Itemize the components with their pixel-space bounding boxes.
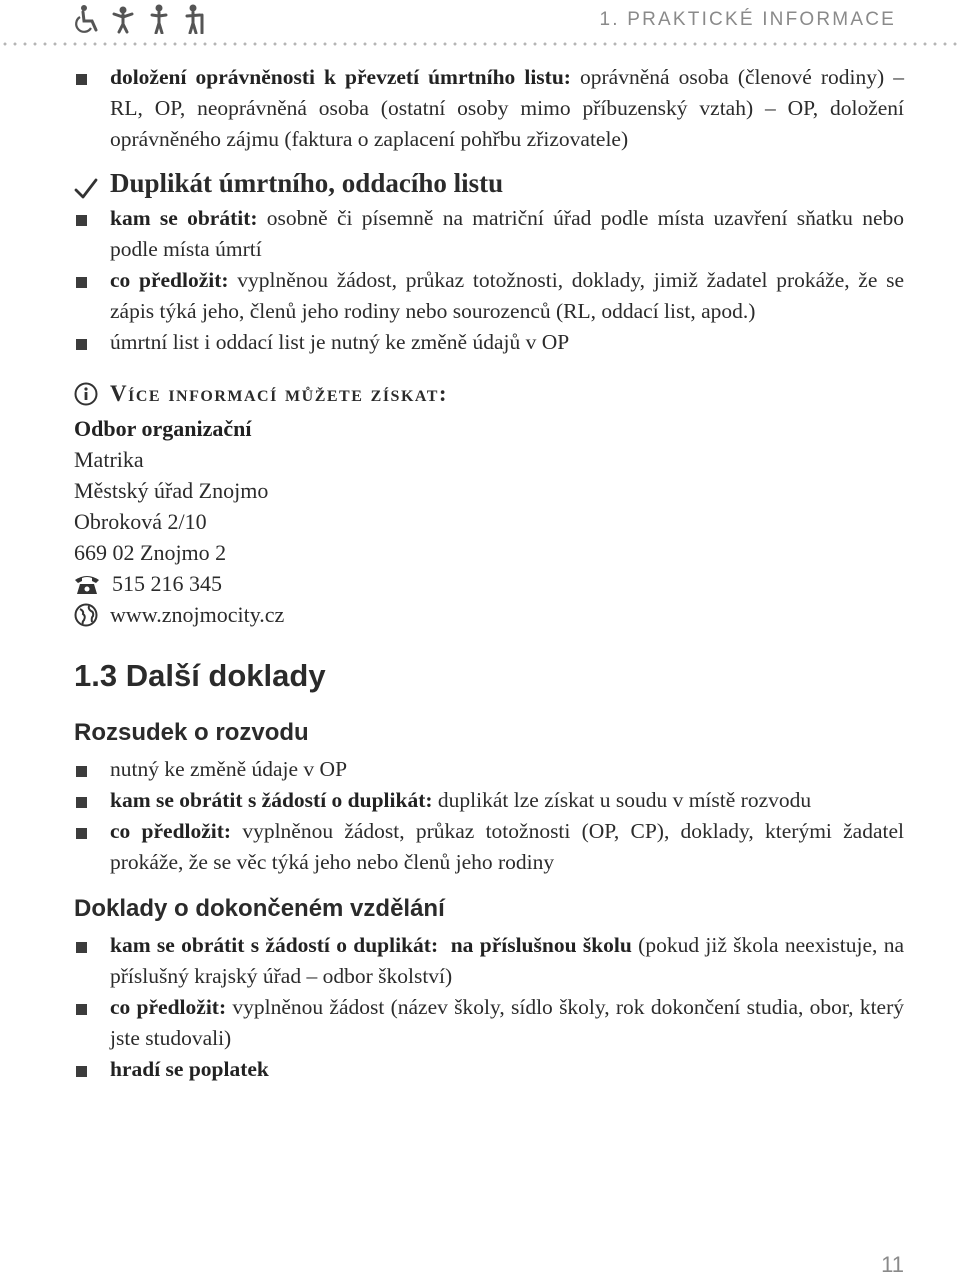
divorce-list <box>74 754 904 878</box>
chapter-header: 1. PRAKTICKÉ INFORMACE <box>599 9 896 30</box>
contact-phone <box>74 568 904 599</box>
list-item <box>74 785 904 816</box>
item-label: kam se obrátit s žádostí o duplikát: na příslušnou školu <box>110 933 632 957</box>
contact-city: 669 02 Znojmo 2 <box>74 540 227 565</box>
contact-street: Obroková 2/10 <box>74 509 207 534</box>
info-icon <box>74 382 98 415</box>
page-content <box>74 62 904 1085</box>
item-label: co předložit: <box>110 819 232 843</box>
item-label: kam se obrátit: <box>110 206 258 230</box>
item-text: oprávněná osoba (členové rodiny) – RL, OP, neoprávněná osoba (ostatní osoby mimo příbuzenský vztah) – OP, doložení oprávněného zájmu (faktura o zaplacení pohřbu zřizovatele) <box>110 65 904 151</box>
item-text: vyplněnou žádost, průkaz totožnosti (OP, CP), doklady, kterými žadatel prokáže, že se věc týká jeho nebo členů jeho rodiny <box>110 819 904 874</box>
document-requirements-list <box>74 62 904 155</box>
item-label: co předložit: <box>110 995 227 1019</box>
divorce-title: Rozsudek o rozvodu <box>74 719 309 746</box>
duplicate-heading-text: Duplikát úmrtního, oddacího listu <box>110 168 504 198</box>
info-title <box>74 378 904 410</box>
globe-icon <box>74 603 98 627</box>
item-label: kam se obrátit s žádostí o duplikát: <box>110 788 433 812</box>
list-item <box>74 203 904 265</box>
list-item <box>74 816 904 878</box>
list-item <box>74 1054 904 1085</box>
header-divider <box>0 42 960 46</box>
elderly-icon <box>180 4 210 34</box>
item-text: vyplněnou žádost, průkaz totožnosti, doklady, jimiž žadatel prokáže, že se zápis týká jeho, členů jeho rodiny nebo sourozenců (RL, oddací list, apod.) <box>110 268 904 323</box>
contact-office: Městský úřad Znojmo <box>74 478 269 503</box>
contact-block <box>74 413 904 630</box>
duplicate-heading <box>74 163 904 203</box>
item-text: vyplněnou žádost (název školy, sídlo školy, rok dokončení studia, obor, který jste studovali) <box>110 995 904 1050</box>
item-text: úmrtní list i oddací list je nutný ke změně údajů v OP <box>110 330 570 354</box>
item-text: (pokud již škola neexistuje, na příslušný krajský úřad – odbor školství) <box>110 933 905 988</box>
item-label: co předložit: <box>110 268 229 292</box>
education-list <box>74 930 904 1085</box>
contact-dept: Matrika <box>74 447 144 472</box>
education-title: Doklady o dokončeném vzdělání <box>74 895 445 922</box>
child-icon <box>108 4 138 34</box>
list-item <box>74 327 904 358</box>
item-label: hradí se poplatek <box>110 1057 269 1081</box>
list-item <box>74 930 904 992</box>
list-item <box>74 992 904 1054</box>
adult-icon <box>144 4 174 34</box>
phone-number: 515 216 345 <box>112 571 222 596</box>
list-item <box>74 754 904 785</box>
wheelchair-icon <box>72 4 102 34</box>
section-title: 1.3 Další doklady <box>74 658 326 693</box>
item-label: doložení oprávněnosti k převzetí úmrtního listu: <box>110 65 571 89</box>
duplicate-list <box>74 203 904 358</box>
info-title-text: Více informací můžete získat: <box>110 381 449 406</box>
item-text: osobně či písemně na matriční úřad podle místa uzavření sňatku nebo podle místa úmrtí <box>110 206 904 261</box>
page-number: 11 <box>881 1252 904 1277</box>
item-text: duplikát lze získat u soudu v místě rozvodu <box>432 788 812 812</box>
website-link[interactable]: www.znojmocity.cz <box>110 602 285 627</box>
phone-icon <box>74 573 100 595</box>
list-item <box>74 62 904 155</box>
contact-web[interactable] <box>74 599 904 630</box>
item-text: nutný ke změně údaje v OP <box>110 757 348 781</box>
header-icons <box>72 4 210 34</box>
list-item <box>74 265 904 327</box>
contact-org: Odbor organizační <box>74 416 252 441</box>
